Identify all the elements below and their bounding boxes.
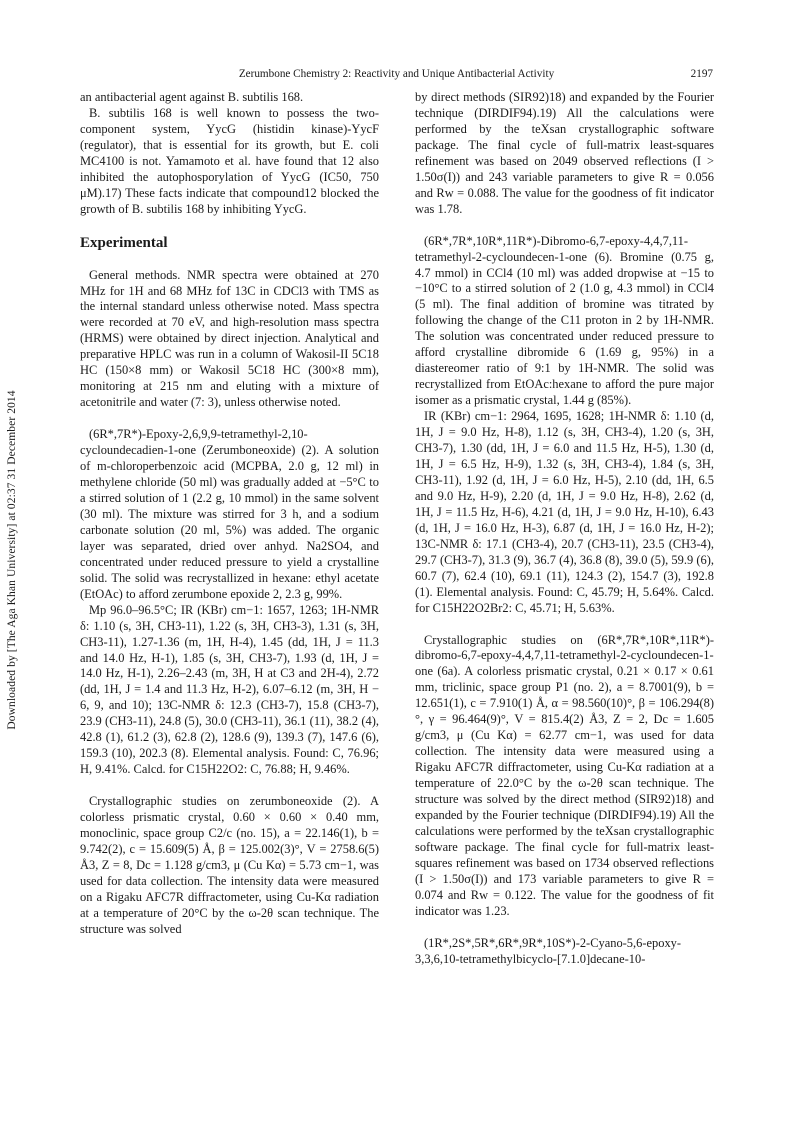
page-number: 2197 xyxy=(690,68,713,80)
left-paragraph-crystallography: Crystallographic studies on zerumboneoxide (2). A colorless prismatic crystal, 0.60 × 0.60 × 0.40 mm, monoclinic, space group C2/c (no. 15), a = 22.146(1), b = 9.742(2), c = 15.609(5) Å, β = 125.002(3)°, V = 2758.6(5) Å3, Z = 8, Dc = 1.128 g/cm3, μ (Cu Kα) = 5.73 cm−1, was used for data collection. The intensity data were measured on a Rigaku AFC7R diffractometer, using Cu-Kα radiation at a temperature of 20°C by the ω-2θ scan technique. The structure was solved xyxy=(80,794,379,936)
section-heading-experimental: Experimental xyxy=(80,234,168,251)
download-watermark xyxy=(4,150,20,970)
left-column xyxy=(80,90,379,938)
running-title: Zerumbone Chemistry 2: Reactivity and Unique Antibacterial Activity xyxy=(238,68,555,80)
left-paragraph-zerumbone-oxide: (6R*,7R*)-Epoxy-2,6,9,9-tetramethyl-2,10-cycloundecadien-1-one (Zerumboneoxide) (2). A solution of m-chloroperbenzoic acid (MCPBA, 2.0 g, 12 ml) in methylene chloride (50 ml) was gradually added at −5°C to a stirred solution of 1 (2.2 g, 10 mmol) in the same solvent (30 ml). The mixture was stirred for 3 h, and a sodium carbonate solution (20 ml, 5%) was added. The organic layer was separated, dried over anhyd. Na2SO4, and concentrated under reduced pressure to yield a crystalline solid. The solid was recrystallized in hexane: ethyl acetate (EtOAc) to afford zerumbone epoxide 2, 2.3 g, 99%. xyxy=(80,427,379,601)
left-paragraph-spectral-data: Mp 96.0–96.5°C; IR (KBr) cm−1: 1657, 1263; 1H-NMR δ: 1.10 (s, 3H, CH3-11), 1.22 (s, 3H, CH3-3), 1.31 (s, 3H, CH3-11), 1.27-1.36 (m, 1H, H-4), 1.45 (dd, 1H, J = 11.3 and 14.0 Hz, H-1), 1.85 (s, 3H, CH3-7), 1.93 (d, 1H, J = 14.0 Hz, H-1), 2.26–2.43 (m, 3H, H at C3 and 2H-4), 2.72 (dd, 1H, J = 1.4 and 11.3 Hz, H-2), 6.07–6.12 (m, 3H, H − 6, 9, and 10); 13C-NMR δ: 12.3 (CH3-7), 15.8 (CH3-7), 23.9 (CH3-11), 24.8 (5), 30.0 (CH3-11), 36.1 (11), 38.2 (4), 42.8 (1), 61.2 (3), 62.8 (2), 128.6 (9), 139.3 (7), 147.6 (6), 159.3 (10), 202.3 (8). Elemental analysis. Found: C, 76.96; H, 9.41%. Calcd. for C15H22O2: C, 76.88; H, 9.46%. xyxy=(80,602,379,777)
right-paragraph-spectral-data: IR (KBr) cm−1: 2964, 1695, 1628; 1H-NMR δ: 1.10 (d, 1H, J = 9.0 Hz, H-8), 1.12 (s, 3H, CH3-4), 1.20 (s, 3H, CH3-7), 1.30 (dd, 1H, J = 6.0 and 11.5 Hz, H-5), 1.30 (d, 1H, J = 6.5 Hz, H-9), 1.32 (s, 3H, CH3-4), 1.84 (s, 3H, CH3-11), 1.92 (d, 1H, J = 6.0 Hz, H-5), 2.10 (dd, 1H, 6.5 and 9.0 Hz, H-9), 2.20 (d, 1H, J = 9.0 Hz, H-8), 2.62 (d, 1H, J = 11.5 Hz, H-6), 4.21 (d, 1H, J = 9.0 Hz, H-10), 6.43 (d, 1H, J = 16.0 Hz, H-3), 6.87 (d, 1H, J = 16.0 Hz, H-2); 13C-NMR δ: 17.1 (CH3-4), 20.7 (CH3-11), 23.5 (CH3-4), 29.7 (CH3-7), 31.3 (9), 36.7 (4), 36.8 (8), 39.0 (5), 59.9 (6), 60.7 (7), 62.4 (10), 69.1 (11), 124.3 (2), 154.7 (3), 192.8 (1). Elemental analysis. Found: C, 45.79; H, 5.64%. Calcd. for C15H22O2Br2: C, 45.71; H, 5.63%. xyxy=(415,409,714,615)
left-paragraph-general-methods: General methods. NMR spectra were obtained at 270 MHz for 1H and 68 MHz fof 13C in CDCl3 with TMS as the internal standard unless otherwise noted. Mass spectra were recorded at 70 eV, and high-resolution mass spectra (HRMS) were obtained by direct injection. Analytical and preparative HPLC was run in a column of Wakosil-II 5C18 HC (150×8 mm) or Wakosil 5C18 HC (300×8 mm), monitoring at 215 nm and eluting with a mixture of acetonitrile and water (7: 3), unless otherwise noted. xyxy=(80,267,379,410)
right-column xyxy=(415,90,714,968)
left-paragraph-2: B. subtilis 168 is well known to possess the two-component system, YycG (histidin kinase)-YycF (regulator), that is essential for its growth, but E. coli MC4100 is not. Yamamoto et al. have found that 12 also inhibited the autophosporylation of YycG (IC50, 750 μM).17) These facts indicate that compound12 blocked the growth of B. subtilis 168 by inhibiting YycG. xyxy=(80,105,379,216)
right-paragraph-1: by direct methods (SIR92)18) and expanded by the Fourier technique (DIRDIF94).19) All the calculations were performed by the teXsan crystallographic software package. The final cycle of full-matrix least-squares refinement was based on 2049 observed reflections (I > 1.50σ(I)) and 243 variable parameters to give R = 0.056 and Rw = 0.088. The value for the goodness of fit indicator was 1.78. xyxy=(415,90,714,216)
right-paragraph-dibromide: (6R*,7R*,10R*,11R*)-Dibromo-6,7-epoxy-4,4,7,11-tetramethyl-2-cycloundecen-1-one (6). Bromine (0.75 g, 4.7 mmol) in CCl4 (10 ml) was added dropwise at −15 to −10°C to a stirred solution of 2 (1.0 g, 4.3 mmol) in CCl4 (5 ml). The final addition of bromine was titrated by following the change of the C11 proton in 2 by 1H-NMR. The solution was concentrated under reduced pressure to afford crystalline dibromide 6 (1.69 g, 95%) in a diastereomer ratio of 9:1 by 1H-NMR. The solid was recrystallized from EtOAc:hexane to afford the pure major isomer as a prismatic crystal, 1.44 g (85%). xyxy=(415,233,714,408)
right-paragraph-crystallography: Crystallographic studies on (6R*,7R*,10R*,11R*)-dibromo-6,7-epoxy-4,4,7,11-tetramethyl-2-cycloundecen-1-one (6a). A colorless prismatic crystal, 0.21 × 0.17 × 0.61 mm, triclinic, space group P1 (no. 2), a = 8.7001(9), b = 12.651(1), c = 7.910(1) Å, α = 98.560(10)°, β = 106.294(8)°, γ = 96.464(9)°, V = 815.4(2) Å3, Z = 2, Dc = 1.605 g/cm3, μ (Cu Kα) = 62.77 cm−1, was used for data collection. The intensity data were measured using a Rigaku AFC7R diffractometer, using Cu-Kα radiation at a temperature of 22.0°C by the ω-2θ scan technique. The structure was solved by the direct method (SIR92)18) and expanded by the Fourier technique (DIRDIF94).19) All the calculations were performed by the teXsan crystallographic software package. The final cycle for full-matrix least-squares refinement was based on 1734 observed reflections (I > 1.50σ(I)) and 173 variable parameters to give R = 0.074 and Rw = 0.122. The value for the goodness of fit indicator was 1.23. xyxy=(415,632,714,918)
left-paragraph-1: an antibacterial agent against B. subtilis 168. xyxy=(80,90,304,104)
download-note: Downloaded by [The Aga Khan University] at 02:37 31 December 2014 xyxy=(6,390,18,730)
right-paragraph-cyano-compound: (1R*,2S*,5R*,6R*,9R*,10S*)-2-Cyano-5,6-epoxy-3,3,6,10-tetramethylbicyclo-[7.1.0]decane-10- xyxy=(415,935,682,966)
